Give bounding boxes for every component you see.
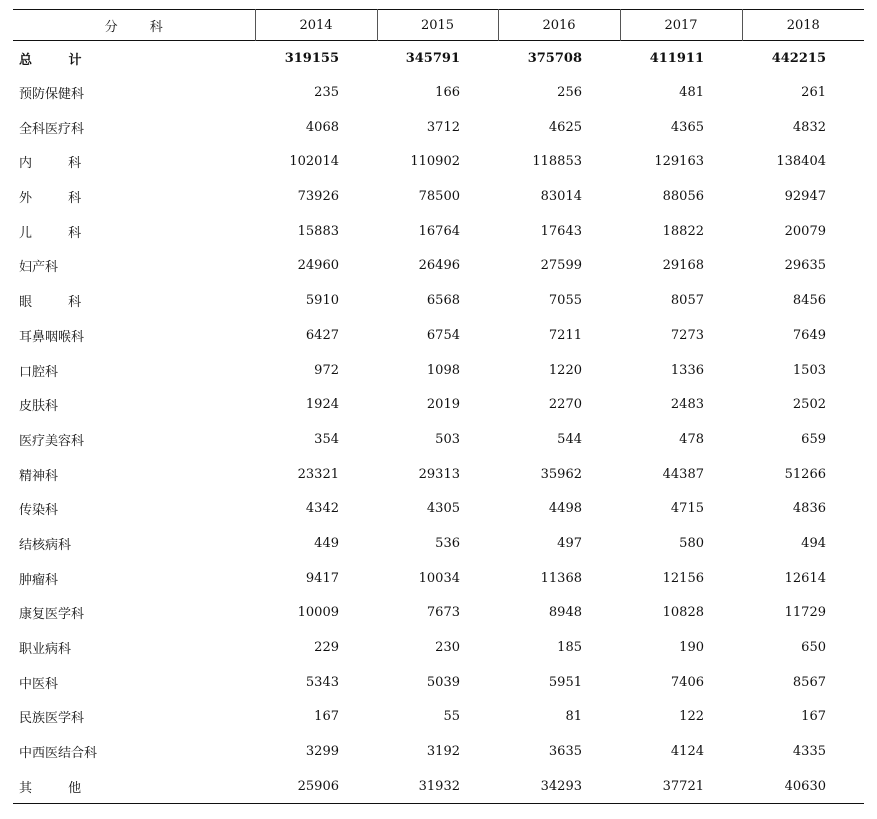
- department-name: 精神科: [19, 468, 59, 484]
- table-row: [13, 561, 864, 596]
- value-cell-2018: 11729: [784, 605, 826, 621]
- department-statistics-table: [13, 9, 864, 804]
- table-row: [13, 526, 864, 561]
- table-row: [13, 214, 864, 249]
- value-cell-2016: 35962: [540, 466, 582, 482]
- value-cell-2014: 4342: [305, 501, 339, 517]
- value-cell-2017: 122: [679, 709, 704, 725]
- value-cell-2018: 29635: [784, 258, 826, 274]
- value-cell-2015: 230: [435, 640, 460, 656]
- value-cell-2016: 81: [565, 709, 582, 725]
- value-cell-2017: 4124: [670, 744, 704, 760]
- value-cell-2016: 2270: [548, 397, 582, 413]
- value-cell-2014: 15883: [297, 223, 339, 239]
- value-cell-2018: 138404: [776, 154, 826, 170]
- value-cell-2016: 8948: [548, 605, 582, 621]
- value-cell-2015: 2019: [426, 397, 460, 413]
- value-cell-2017: 478: [679, 431, 704, 447]
- value-cell-2014: 1924: [305, 397, 339, 413]
- value-cell-2017: 7273: [670, 327, 704, 343]
- value-cell-2018: 442215: [771, 50, 826, 66]
- value-cell-2017: 18822: [662, 223, 704, 239]
- value-cell-2016: 83014: [540, 189, 582, 205]
- value-cell-2018: 8567: [792, 674, 826, 690]
- value-cell-2014: 229: [314, 640, 339, 656]
- value-cell-2015: 3712: [426, 119, 460, 135]
- value-cell-2017: 8057: [670, 293, 704, 309]
- value-cell-2017: 190: [679, 640, 704, 656]
- value-cell-2015: 6568: [426, 293, 460, 309]
- value-cell-2016: 7211: [548, 327, 582, 343]
- table-row: [13, 75, 864, 110]
- table-row: [13, 769, 864, 804]
- value-cell-2016: 4625: [548, 119, 582, 135]
- value-cell-2015: 110902: [410, 154, 460, 170]
- value-cell-2015: 345791: [405, 50, 460, 66]
- department-name: 耳鼻咽喉科: [19, 329, 85, 345]
- department-name: 传染科: [19, 503, 59, 519]
- department-name: 妇产科: [19, 260, 59, 276]
- header-year: 2014: [255, 10, 377, 41]
- header-year: 2015: [377, 10, 498, 41]
- value-cell-2016: 34293: [540, 778, 582, 794]
- value-cell-2014: 9417: [305, 570, 339, 586]
- value-cell-2017: 481: [679, 85, 704, 101]
- value-cell-2016: 256: [557, 85, 582, 101]
- table-row: [13, 110, 864, 145]
- value-cell-2017: 88056: [662, 189, 704, 205]
- department-name: 儿 科: [19, 225, 98, 241]
- department-name: 中医科: [19, 676, 59, 692]
- value-cell-2015: 55: [443, 709, 460, 725]
- department-name: 内 科: [19, 156, 98, 172]
- value-cell-2017: 44387: [662, 466, 704, 482]
- value-cell-2015: 503: [435, 431, 460, 447]
- department-name: 结核病科: [19, 537, 72, 553]
- value-cell-2014: 24960: [297, 258, 339, 274]
- department-name: 皮肤科: [19, 399, 59, 415]
- department-name: 预防保健科: [19, 87, 85, 103]
- value-cell-2015: 3192: [426, 744, 460, 760]
- value-cell-2014: 102014: [289, 154, 339, 170]
- value-cell-2014: 73926: [297, 189, 339, 205]
- value-cell-2015: 16764: [418, 223, 460, 239]
- table-header: [13, 10, 864, 41]
- department-name: 职业病科: [19, 642, 72, 658]
- table-row: [13, 387, 864, 422]
- value-cell-2017: 411911: [649, 50, 704, 66]
- value-cell-2018: 4832: [792, 119, 826, 135]
- table-row: [13, 145, 864, 180]
- table-row: [13, 283, 864, 318]
- table-row: [13, 700, 864, 735]
- value-cell-2017: 2483: [670, 397, 704, 413]
- value-cell-2015: 5039: [426, 674, 460, 690]
- department-name: 中西医结合科: [19, 746, 98, 762]
- value-cell-2015: 78500: [418, 189, 460, 205]
- header-year: 2018: [742, 10, 864, 41]
- value-cell-2016: 4498: [548, 501, 582, 517]
- value-cell-2017: 4365: [670, 119, 704, 135]
- value-cell-2015: 536: [435, 535, 460, 551]
- value-cell-2015: 1098: [426, 362, 460, 378]
- department-name: 医疗美容科: [19, 433, 85, 449]
- value-cell-2018: 494: [801, 535, 826, 551]
- value-cell-2017: 1336: [670, 362, 704, 378]
- value-cell-2017: 29168: [662, 258, 704, 274]
- table-row: [13, 457, 864, 492]
- value-cell-2014: 972: [314, 362, 339, 378]
- value-cell-2016: 1220: [548, 362, 582, 378]
- value-cell-2017: 129163: [654, 154, 704, 170]
- department-name: 总 计: [19, 52, 98, 68]
- value-cell-2016: 11368: [540, 570, 582, 586]
- value-cell-2016: 497: [557, 535, 582, 551]
- table-row: [13, 422, 864, 457]
- value-cell-2016: 27599: [540, 258, 582, 274]
- department-name: 康复医学科: [19, 607, 85, 623]
- header-year: 2017: [620, 10, 742, 41]
- value-cell-2017: 12156: [662, 570, 704, 586]
- value-cell-2015: 4305: [426, 501, 460, 517]
- value-cell-2018: 92947: [784, 189, 826, 205]
- value-cell-2014: 23321: [297, 466, 339, 482]
- value-cell-2018: 7649: [792, 327, 826, 343]
- value-cell-2018: 20079: [784, 223, 826, 239]
- table-row: [13, 491, 864, 526]
- department-name: 民族医学科: [19, 711, 85, 727]
- value-cell-2018: 261: [801, 85, 826, 101]
- value-cell-2018: 167: [801, 709, 826, 725]
- value-cell-2014: 5910: [305, 293, 339, 309]
- table-row: [13, 249, 864, 284]
- value-cell-2015: 7673: [426, 605, 460, 621]
- value-cell-2017: 37721: [662, 778, 704, 794]
- value-cell-2015: 10034: [418, 570, 460, 586]
- value-cell-2014: 235: [314, 85, 339, 101]
- table-row: [13, 734, 864, 769]
- department-name: 肿瘤科: [19, 572, 59, 588]
- value-cell-2018: 4836: [792, 501, 826, 517]
- value-cell-2014: 167: [314, 709, 339, 725]
- table-row: [13, 179, 864, 214]
- value-cell-2015: 29313: [418, 466, 460, 482]
- value-cell-2017: 7406: [670, 674, 704, 690]
- table-row: [13, 318, 864, 353]
- value-cell-2014: 10009: [297, 605, 339, 621]
- value-cell-2016: 5951: [548, 674, 582, 690]
- department-name: 口腔科: [19, 364, 59, 380]
- table-row: [13, 353, 864, 388]
- value-cell-2016: 118853: [532, 154, 582, 170]
- value-cell-2018: 4335: [792, 744, 826, 760]
- value-cell-2018: 40630: [784, 778, 826, 794]
- value-cell-2018: 51266: [784, 466, 826, 482]
- value-cell-2014: 3299: [305, 744, 339, 760]
- value-cell-2016: 544: [557, 431, 582, 447]
- value-cell-2016: 17643: [540, 223, 582, 239]
- header-year: 2016: [498, 10, 620, 41]
- value-cell-2018: 2502: [792, 397, 826, 413]
- value-cell-2016: 185: [557, 640, 582, 656]
- table-body: [13, 41, 864, 804]
- value-cell-2018: 659: [801, 431, 826, 447]
- value-cell-2014: 5343: [305, 674, 339, 690]
- table-row: [13, 596, 864, 631]
- value-cell-2015: 31932: [418, 778, 460, 794]
- value-cell-2017: 4715: [670, 501, 704, 517]
- value-cell-2015: 6754: [426, 327, 460, 343]
- value-cell-2016: 7055: [548, 293, 582, 309]
- value-cell-2018: 650: [801, 640, 826, 656]
- department-name: 眼 科: [19, 295, 98, 311]
- total-row: [13, 41, 864, 76]
- value-cell-2014: 25906: [297, 778, 339, 794]
- value-cell-2018: 1503: [792, 362, 826, 378]
- header-row: [13, 10, 864, 41]
- value-cell-2014: 449: [314, 535, 339, 551]
- value-cell-2017: 580: [679, 535, 704, 551]
- value-cell-2018: 12614: [784, 570, 826, 586]
- header-category: 分 科: [104, 19, 177, 35]
- table-row: [13, 665, 864, 700]
- value-cell-2018: 8456: [792, 293, 826, 309]
- value-cell-2014: 4068: [305, 119, 339, 135]
- department-name: 其 他: [19, 780, 98, 796]
- value-cell-2014: 319155: [284, 50, 339, 66]
- department-name: 全科医疗科: [19, 121, 85, 137]
- value-cell-2014: 6427: [305, 327, 339, 343]
- table-row: [13, 630, 864, 665]
- department-name: 外 科: [19, 191, 98, 207]
- value-cell-2016: 3635: [548, 744, 582, 760]
- value-cell-2015: 26496: [418, 258, 460, 274]
- value-cell-2017: 10828: [662, 605, 704, 621]
- value-cell-2015: 166: [435, 85, 460, 101]
- value-cell-2016: 375708: [527, 50, 582, 66]
- value-cell-2014: 354: [314, 431, 339, 447]
